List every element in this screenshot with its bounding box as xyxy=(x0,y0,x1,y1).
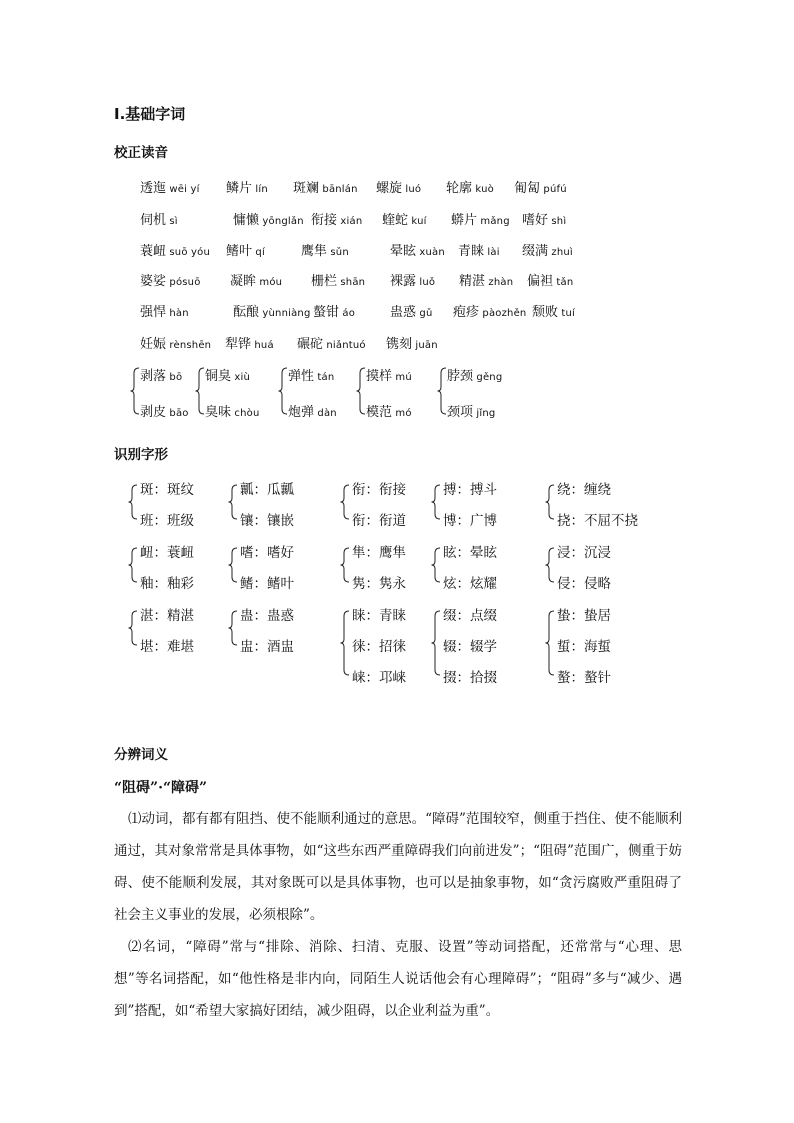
pron-item xyxy=(386,333,438,352)
pron-pair-item xyxy=(288,401,337,420)
pron-item xyxy=(458,240,500,259)
pron-item xyxy=(390,270,435,289)
pron-item xyxy=(451,209,510,228)
word: 颈项 xyxy=(447,405,474,420)
pron-item xyxy=(301,240,349,259)
pinyin: hàn xyxy=(166,308,189,319)
shape-item: 挠：不屈不挠 xyxy=(557,513,638,529)
word: 螯钳 xyxy=(313,305,340,320)
pinyin: tuí xyxy=(558,308,576,319)
word: 缀满 xyxy=(522,244,549,259)
brace-icon xyxy=(128,484,138,520)
pron-item xyxy=(532,301,575,320)
subheading-pronunciation: 校正读音 xyxy=(114,145,168,161)
pron-pair-item xyxy=(366,401,412,420)
word: 蓑衄 xyxy=(140,244,167,259)
shape-item: 班：班级 xyxy=(140,513,194,529)
pron-item xyxy=(233,301,311,320)
pinyin: lín xyxy=(252,184,268,195)
pron-item xyxy=(311,270,365,289)
word: 鹰隼 xyxy=(301,244,328,259)
pinyin: juān xyxy=(412,340,438,351)
pron-item xyxy=(459,270,513,289)
pinyin: áo xyxy=(339,308,356,319)
pinyin: niǎntuó xyxy=(323,340,366,351)
pron-pair-item xyxy=(366,365,412,384)
shape-item: 衔：衔接 xyxy=(352,482,406,498)
brace-icon xyxy=(228,547,238,583)
brace-icon xyxy=(278,367,288,415)
pron-item xyxy=(293,177,358,196)
shape-item: 辍：辍学 xyxy=(443,639,497,655)
pron-pair-item xyxy=(205,401,260,420)
brace-icon xyxy=(340,484,350,520)
pinyin: kuí xyxy=(408,216,427,227)
pron-item xyxy=(233,209,304,228)
pinyin: gǔ xyxy=(416,308,433,319)
word: 摸样 xyxy=(366,369,393,384)
pron-item xyxy=(311,209,362,228)
shape-item: 缀：点缀 xyxy=(443,608,497,624)
brace-icon xyxy=(431,547,441,583)
word: 颓败 xyxy=(532,305,559,320)
pinyin: luǒ xyxy=(416,277,436,288)
pinyin: tǎn xyxy=(553,277,574,288)
shape-item: 衔：衔道 xyxy=(352,513,406,529)
pinyin: rènshēn xyxy=(166,340,212,351)
pron-item xyxy=(522,209,566,228)
shape-item: 镶：镶嵌 xyxy=(240,513,294,529)
shape-item: 掇：拾掇 xyxy=(443,670,497,686)
pinyin: pósuō xyxy=(166,277,201,288)
shape-item: 侵：侵略 xyxy=(557,576,611,592)
pinyin: wēi yí xyxy=(166,184,200,195)
shape-item: 螯：螯针 xyxy=(557,670,611,686)
pron-item xyxy=(140,333,211,352)
shape-item: 蜇：海蜇 xyxy=(557,639,611,655)
brace-icon xyxy=(340,547,350,583)
brace-icon xyxy=(356,367,366,415)
shape-item: 睐：青睐 xyxy=(352,608,406,624)
pinyin: jǐng xyxy=(473,408,496,419)
shape-item: 嗜：嗜好 xyxy=(240,545,294,561)
brace-icon xyxy=(437,367,447,415)
pinyin: suō yóu xyxy=(166,247,211,258)
word: 模范 xyxy=(366,405,393,420)
word: 衔接 xyxy=(311,213,338,228)
pinyin: mú xyxy=(392,372,412,383)
word: 鳍叶 xyxy=(226,244,253,259)
word: 剥皮 xyxy=(140,405,167,420)
pinyin: huá xyxy=(251,340,274,351)
brace-icon xyxy=(545,484,555,520)
pron-item xyxy=(390,240,445,259)
shape-item: 衄：蓑衄 xyxy=(140,545,194,561)
pinyin: lài xyxy=(484,247,500,258)
shape-item: 釉：釉彩 xyxy=(140,576,194,592)
pinyin: yùnniàng xyxy=(259,308,311,319)
pron-item xyxy=(226,177,268,196)
word: 臭味 xyxy=(205,405,232,420)
pron-item xyxy=(527,270,573,289)
shape-item: 蛰：蛰居 xyxy=(557,608,611,624)
shape-item: 隼：鹰隼 xyxy=(352,545,406,561)
word: 斑斓 xyxy=(293,181,320,196)
pinyin: qí xyxy=(252,247,265,258)
word: 螺旋 xyxy=(376,181,403,196)
explanation-paragraph-2: ⑵名词，“障碍”常与“排除、消除、扫清、克服、设置”等动词搭配，还常常与“心理、思想”等名词搭配，如“他性格是非内向，同陌生人说话他会有心理障碍”；“阻碍”多与“减少、遇到”搭配，如“希望大家搞好团结，减少阻碍，以企业利益为重”。 xyxy=(114,939,682,1019)
pinyin: xuàn xyxy=(416,247,445,258)
word: 伺机 xyxy=(140,213,167,228)
brace-icon xyxy=(128,610,138,646)
shape-item: 搏：搏斗 xyxy=(443,482,497,498)
word: 匍匐 xyxy=(514,181,541,196)
pron-item xyxy=(446,177,494,196)
word: 蛊惑 xyxy=(390,305,417,320)
word: 镌刻 xyxy=(386,337,413,352)
subheading-character-shape: 识别字形 xyxy=(114,447,168,463)
shape-item: 蛊：蛊惑 xyxy=(240,608,294,624)
brace-icon xyxy=(431,610,441,676)
explanation-paragraph-1: ⑴动词，都有都有阻挡、使不能顺利通过的意思。“障碍”范围较窄，侧重于挡住、使不能顺利通过，其对象常常是具体事物，如“这些东西严重障碍我们向前进发”；“阻碍”范围广，侧重于妨碍、使不能顺利发展，其对象既可以是具体事物，也可以是抽象事物，如“贪污腐败严重阻碍了社会主义事业的发展，必须根除”。 xyxy=(114,811,682,923)
word: 妊娠 xyxy=(140,337,167,352)
pinyin: mǎng xyxy=(477,216,510,227)
pinyin: móu xyxy=(256,277,283,288)
brace-icon xyxy=(545,547,555,583)
word: 晕眩 xyxy=(390,244,417,259)
word: 碾砣 xyxy=(297,337,324,352)
word: 鳞片 xyxy=(226,181,253,196)
pron-item xyxy=(453,301,526,320)
subheading-word-meaning: 分辨词义 xyxy=(114,747,168,763)
pinyin: bāo xyxy=(166,408,189,419)
pinyin: xián xyxy=(337,216,363,227)
brace-icon xyxy=(130,367,140,415)
pinyin: mó xyxy=(392,408,412,419)
word: 婆娑 xyxy=(140,274,167,289)
pron-item xyxy=(225,333,274,352)
word: 慵懒 xyxy=(233,213,260,228)
pinyin: xiù xyxy=(231,372,251,383)
word: 酝酿 xyxy=(233,305,260,320)
word: 凝眸 xyxy=(230,274,257,289)
pinyin: gěng xyxy=(473,372,503,383)
pinyin: kuò xyxy=(472,184,494,195)
pinyin: dàn xyxy=(314,408,337,419)
brace-icon xyxy=(431,484,441,520)
word: 铜臭 xyxy=(205,369,232,384)
word: 蟒片 xyxy=(451,213,478,228)
brace-icon xyxy=(228,484,238,520)
section-title: I.基础字词 xyxy=(114,105,186,123)
pron-item xyxy=(140,301,189,320)
pinyin: zhàn xyxy=(485,277,514,288)
word: 精湛 xyxy=(459,274,486,289)
brace-icon xyxy=(128,547,138,583)
pron-item xyxy=(313,301,355,320)
brace-icon xyxy=(228,610,238,646)
word: 蝰蛇 xyxy=(382,213,409,228)
pron-item xyxy=(140,240,210,259)
shape-item: 浸：沉浸 xyxy=(557,545,611,561)
word: 裸露 xyxy=(390,274,417,289)
pron-pair-item xyxy=(205,365,250,384)
pinyin: shān xyxy=(337,277,366,288)
explanation-text xyxy=(114,803,682,1027)
brace-icon xyxy=(195,367,205,415)
word: 偏袒 xyxy=(527,274,554,289)
shape-item: 湛：精湛 xyxy=(140,608,194,624)
word: 青睐 xyxy=(458,244,485,259)
shape-item: 斑：斑纹 xyxy=(140,482,194,498)
pron-item xyxy=(230,270,282,289)
pron-pair-item xyxy=(447,365,502,384)
brace-icon xyxy=(545,610,555,676)
pinyin: sǔn xyxy=(327,247,349,258)
shape-item: 隽：隽永 xyxy=(352,576,406,592)
shape-item: 鳍：鳍叶 xyxy=(240,576,294,592)
pinyin: yōnglǎn xyxy=(259,216,304,227)
pron-pair-item xyxy=(288,365,334,384)
pinyin: pàozhěn xyxy=(479,308,527,319)
brace-icon xyxy=(340,610,350,676)
shape-item: 盅：酒盅 xyxy=(240,639,294,655)
word: 脖颈 xyxy=(447,369,474,384)
pinyin: chòu xyxy=(231,408,260,419)
word: 疱疹 xyxy=(453,305,480,320)
pinyin: tán xyxy=(314,372,335,383)
word: 弹性 xyxy=(288,369,315,384)
word: 轮廓 xyxy=(446,181,473,196)
pron-item xyxy=(522,240,573,259)
shape-item: 瓤：瓜瓤 xyxy=(240,482,294,498)
word: 炮弹 xyxy=(288,405,315,420)
pron-item xyxy=(140,177,200,196)
pron-pair-item xyxy=(140,401,189,420)
shape-item: 眩：晕眩 xyxy=(443,545,497,561)
pron-item xyxy=(514,177,567,196)
pron-item xyxy=(226,240,265,259)
word: 犁铧 xyxy=(225,337,252,352)
pron-pair-item xyxy=(447,401,495,420)
word-pair-title: “阻碍”·“障碍” xyxy=(114,780,208,796)
word: 透迤 xyxy=(140,181,167,196)
shape-item: 博：广博 xyxy=(443,513,497,529)
shape-item: 绕：缠绕 xyxy=(557,482,611,498)
shape-item: 崃：邛崃 xyxy=(352,670,406,686)
pinyin: bō xyxy=(166,372,183,383)
pinyin: luó xyxy=(402,184,422,195)
pinyin: shì xyxy=(548,216,567,227)
pinyin: zhuì xyxy=(548,247,573,258)
pinyin: sì xyxy=(166,216,178,227)
pinyin: púfú xyxy=(540,184,567,195)
word: 嗜好 xyxy=(522,213,549,228)
pron-item xyxy=(390,301,432,320)
shape-item: 堪：难堪 xyxy=(140,639,194,655)
pron-item xyxy=(140,270,201,289)
pron-item xyxy=(382,209,427,228)
pron-item xyxy=(376,177,421,196)
pron-item xyxy=(140,209,178,228)
word: 栅栏 xyxy=(311,274,338,289)
shape-item: 炫：炫耀 xyxy=(443,576,497,592)
word: 剥落 xyxy=(140,369,167,384)
shape-item: 徕：招徕 xyxy=(352,639,406,655)
pron-item xyxy=(297,333,366,352)
word: 强悍 xyxy=(140,305,167,320)
pron-pair-item xyxy=(140,365,182,384)
pinyin: bānlán xyxy=(319,184,358,195)
